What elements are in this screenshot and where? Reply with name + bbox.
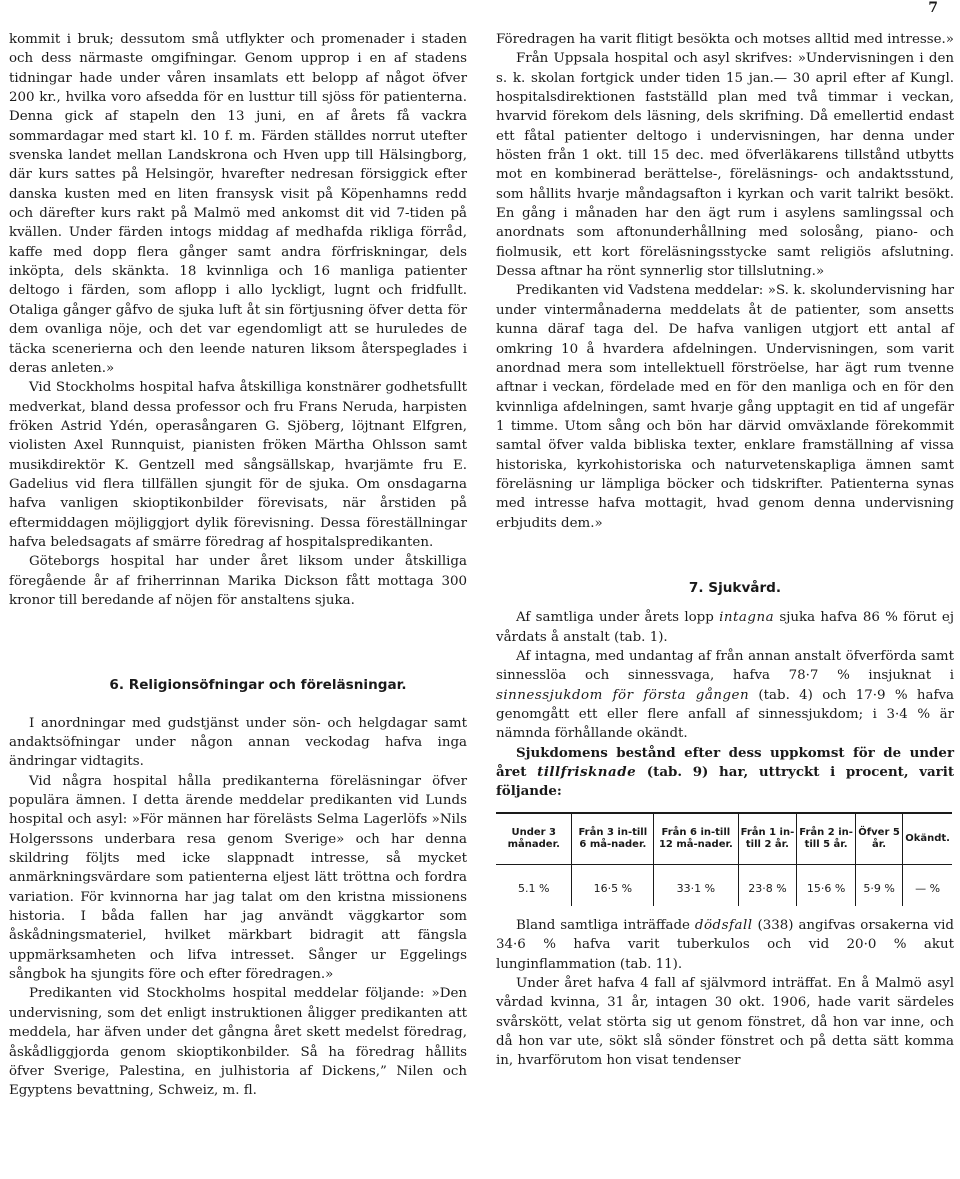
table-cell: 23·8 %: [738, 864, 797, 906]
emphasis: dödsfall: [694, 918, 753, 934]
paragraph-lectures-lund: Vid några hospital hålla predikanterna föreläsningar öfver populära ämnen. I detta ärende meddelar predikanten vid Lunds hospital och asyl: »För männen har förelästs Selma Lagerlöfs »Nils Holgerssons underbara resa genom Sverige» och har denna skildring följts med icke slappnadt intresse, så mycket anmärkningsvärdare som patienterna eljest lätt tröttna och fordra variation. För kvinnorna har jag talat om den kristna missionens historia. I båda fallen har jag användt väggkartor som åskådningsmateriel, hvilket märkbart bidragit att fängsla uppmärksamheten och lifva intresset. Sånger ur Eggelings sångbok ha sjungits före och efter föredragen.»: [9, 773, 467, 983]
paragraph-uppsala: Från Uppsala hospital och asyl skrifves: »Undervisningen i den s. k. skolan fortgick under tiden 15 jan.— 30 april efter af Kungl. hospitalsdirektionen fastställd plan med två timmar i veckan, hvarvid förekom dels läsning, dels skrifning. Då emellertid endast ett fåtal patienter deltogo i undervisningen, har denna under hösten från 1 okt. till 15 dec. med öfverläkarens tillstånd utbytts mot en kombinerad berättelse-, föreläsnings- och andaktsstund, som hållits hvarje måndagsafton i kyrkan och varit talrikt besökt. En gång i månaden har den ägt rum i asylens samlingssal och anordnats som aftonunderhållning med solosång, piano- och fiolmusik, ett kort föreläsningsstycke samt religiös afslutning. Dessa aftnar ha rönt synnerlig stor tillslutning.»: [496, 51, 954, 280]
table-cell: 15·6 %: [797, 864, 856, 906]
table-header: Från 3 in-till 6 må-nader.: [572, 813, 654, 865]
text-run: Af samtliga under årets lopp: [516, 610, 720, 626]
paragraph-suicides: Under året hafva 4 fall af självmord inträffat. En å Malmö asyl vårdad kvinna, 31 år, intagen 30 okt. 1906, hade varit särdeles svårskött, velat störta sig ut genom fönstret, då hon var inne, och då hon var ute, sökt slå sönder fönstret och på detta sätt komma in, hvarförutom hon visat tendenser: [496, 976, 954, 1069]
table-header: Okändt.: [903, 813, 952, 865]
paragraph-stockholm-artists: Vid Stockholms hospital hafva åtskilliga konstnärer godhetsfullt medverkat, bland dessa professor och fru Frans Neruda, harpisten fröken Astrid Ydén, operasångaren G. Sjöberg, löjtnant Elfgren, violisten Axel Runnquist, pianisten fröken Märtha Ohlsson samt musikdirektör K. Gentzell med sångsällskap, hvarjämte fru E. Gadelius vid flera tillfällen sjungit för de sjuka. Om onsdagarna hafva vanligen skioptikonbilder förevisats, när årstiden på eftermiddagen möjliggjort dylik förevisning. Dessa föreställningar hafva beledsagats af smärre föredrag af hospitalspredikanten.: [9, 380, 467, 550]
text-run: (338) angifvas orsakerna vid 34·6 % hafva varit tuberkulos och vid 20·0 % akut lunginflammation (tab. 11).: [496, 918, 955, 972]
table-row: [496, 864, 952, 906]
page-number: 7: [928, 0, 938, 16]
paragraph-duration: [496, 744, 954, 802]
paragraph-lectures-continued: Föredragen ha varit flitigt besökta och motses alltid med intresse.»: [496, 32, 954, 47]
table-header: Från 1 in-till 2 år.: [738, 813, 797, 865]
table-header: Från 2 in-till 5 år.: [797, 813, 856, 865]
table-header: Från 6 in-till 12 må-nader.: [654, 813, 738, 865]
paragraph-vadstena: Predikanten vid Vadstena meddelar: »S. k. skolundervisning har under vintermånaderna meddelats åt de patienter, som ansetts kunna däraf taga del. De hafva vanligen utgjort ett antal af omkring 10 å hvardera afdelningen. Undervisningen, som varit anordnad mera som intellektuell förströelse, har ägt rum tvenne aftnar i veckan, fördelade med en för den manliga och en för den kvinnliga afdelningen, samt hvarje gång upptagit en tid af ungefär 1 timme. Utom sång och bön har därvid omväxlande förekommit samtal öfver valda bibliska texter, enklare framställning af vissa historiska, kyrkohistoriska och naturvetenskapliga ämnen samt föreläsning ur lämpliga böcker och tidskrifter. Patienterna synas med intresse hafva mottagit, hvad genom denna undervisning erbjudits dem.»: [496, 283, 954, 531]
paragraph-deaths: [496, 916, 954, 974]
text-run: (tab. 4) och 17·9 % hafva genomgått ett eller flere anfall af sinnessjukdom; i 3·4 % är nämnda förhållande okändt.: [496, 687, 954, 742]
emphasis: intagna: [719, 610, 775, 626]
table-cell: — %: [903, 864, 952, 906]
table-cell: 5.1 %: [518, 881, 550, 895]
right-column: [496, 30, 954, 1071]
paragraph-intake: [496, 608, 954, 647]
text-run: (tab. 9) har, uttryckt i procent, varit följande:: [496, 764, 954, 800]
paragraph-goteborg: Göteborgs hospital har under året liksom under åtskilliga föregående år af friherrinnan Marika Dickson fått mottaga 300 kronor till beredande af nöjen för anstaltens sjuka.: [9, 554, 467, 608]
table-cell: 33·1 %: [654, 864, 738, 906]
paragraph-stockholm-preacher: Predikanten vid Stockholms hospital meddelar följande: »Den undervisning, som det enligt instruktionen åligger predikanten att meddela, har äfven under det gångna året skett medelst föredrag, åskådliggjorda genom skioptikonbilder. Så ha föredrag hållits öfver Sverige, Palestina, en julhistoria af Dickens,” Nilen och Egyptens bevattning, Schweiz, m. fl.: [9, 986, 467, 1099]
emphasis: tillfrisknade: [537, 764, 637, 781]
section-7-heading: 7. Sjukvård.: [688, 579, 782, 596]
emphasis: sinnessjukdom för första gången: [496, 687, 750, 703]
text-run: sjuka hafva 86 % förut ej vårdats å anstalt (tab. 1).: [496, 610, 954, 645]
section-6-heading: 6. Religionsöfningar och föreläsningar.: [109, 677, 407, 694]
table-header-row: [496, 813, 952, 865]
paragraph-services: I anordningar med gudstjänst under sön- och helgdagar samt andaktsöfningar under någon annan veckodag hafva inga ändringar vidtagits.: [9, 715, 467, 770]
table-header: Öfver 5 år.: [855, 813, 902, 865]
text-run: Af intagna, med undantag af från annan anstalt öfverförda samt sinnesslöa och sinnessvaga, hafva 78·7 % insjuknat i: [496, 648, 954, 684]
left-column: [9, 30, 467, 1101]
duration-table: [496, 812, 952, 906]
paragraph-first-onset: [496, 647, 954, 744]
table-cell: 5·9 %: [855, 864, 902, 906]
paragraph-outing: kommit i bruk; dessutom små utflykter och promenader i staden och dess närmaste omgifningar. Genom upprop i en af stadens tidningar hade under våren insamlats ett belopp af något öfver 200 kr., hvilka voro afsedda för en lusttur till sjöss för patienterna. Denna gick af stapeln den 13 juni, en af årets få vackra sommardagar med start kl. 10 f. m. Färden ställdes norrut utefter svenska landet mellan Landskrona och Hven upp till Hälsingborg, där kurs sattes på Helsingör, hvarefter nedresan försiggick efter danska kusten med en liten fransysk visit på Köpenhamns redd och därefter kurs rakt på Malmö med ankomst dit vid 7-tiden på kvällen. Under färden intogs middag af medhafda rikliga förråd, kaffe med dopp flera gånger samt andra förfriskningar, dels inköpta, dels skänkta. 18 kvinnliga och 16 manliga patienter deltogo i färden, som aflopp i allo lyckligt, lugnt och fridfullt. Otaliga gånger gåfvo de sjuka luft åt sin förtjusning öfver detta för dem ovanliga nöje, och det var egendomligt att se huruledes de täcka scenerierna och den leende naturen liksom återspeglades i deras anleten.»: [9, 32, 467, 376]
table-cell: 16·5 %: [572, 864, 654, 906]
text-run: Bland samtliga inträffade: [516, 918, 695, 934]
table-header: Under 3 månader.: [496, 813, 572, 865]
text-run: Sjukdomens bestånd efter dess uppkomst för de under året: [496, 744, 954, 781]
